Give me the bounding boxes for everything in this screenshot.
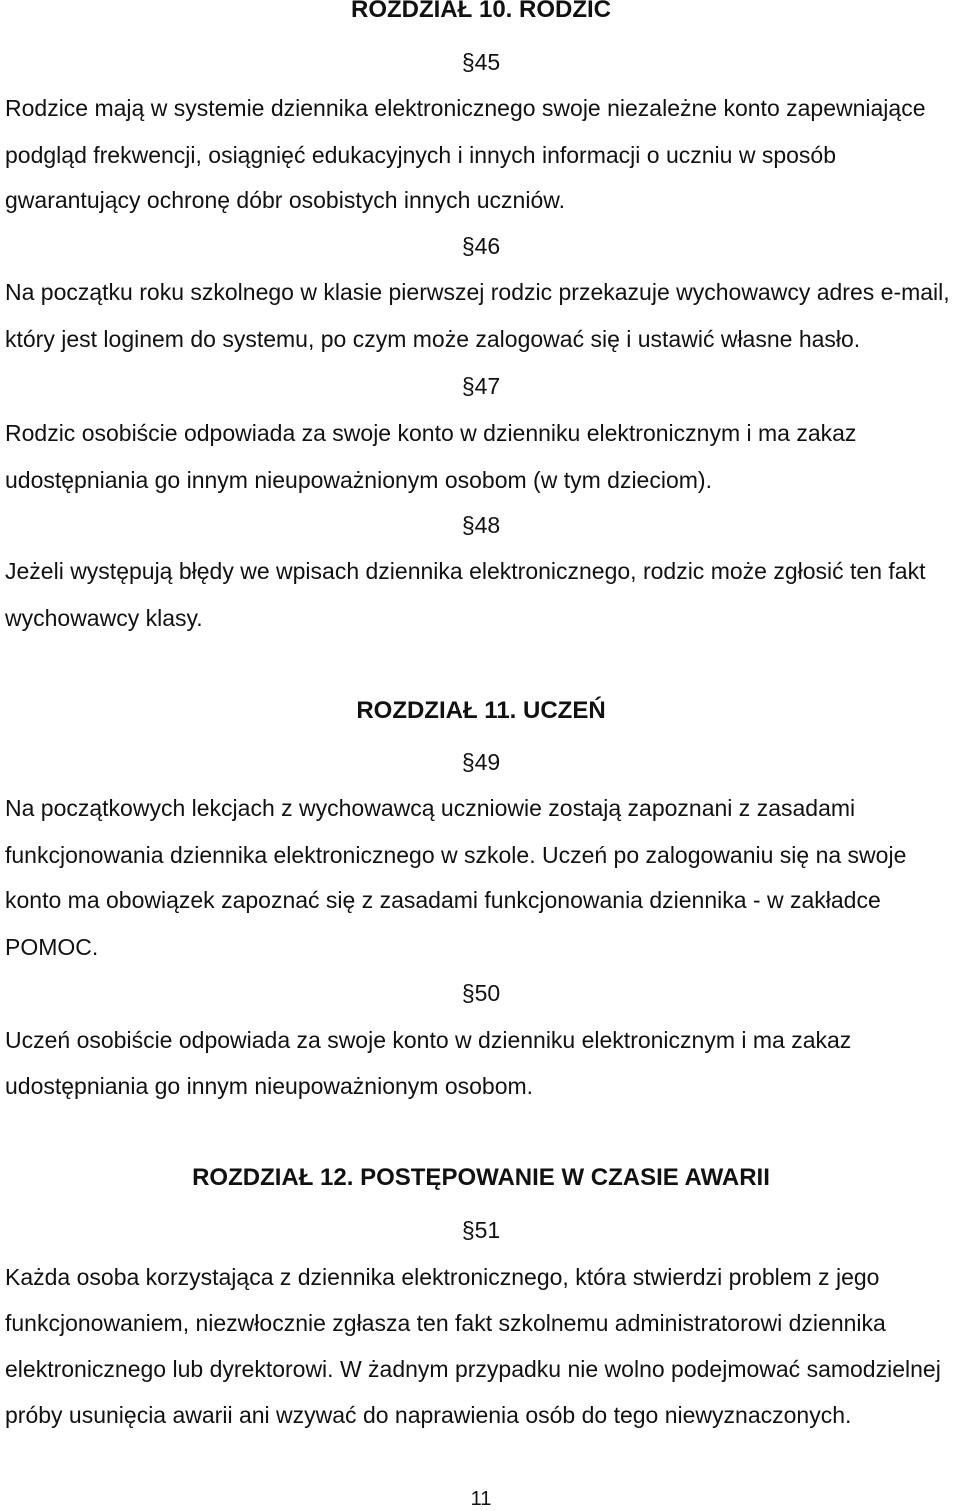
chapter-title: ROZDZIAŁ 10. RODZIC	[350, 0, 611, 23]
paragraph-line: próby usunięcia awarii ani wzywać do naprawienia osób do tego niewyznaczonych.	[5, 1402, 852, 1428]
chapter-title: ROZDZIAŁ 12. POSTĘPOWANIE W CZASIE AWARII	[192, 1164, 770, 1191]
section-number: §45	[461, 49, 501, 75]
paragraph-line: Uczeń osobiście odpowiada za swoje konto w dzienniku elektronicznym i ma zakaz	[5, 1027, 852, 1053]
paragraph-line: udostępniania go innym nieupoważnionym osobom (w tym dzieciom).	[5, 467, 712, 493]
section-number: §47	[461, 373, 501, 399]
paragraph-line: podgląd frekwencji, osiągnięć edukacyjnych i innych informacji o uczniu w sposób	[5, 142, 836, 168]
paragraph-line: Na początku roku szkolnego w klasie pierwszej rodzic przekazuje wychowawcy adres e-mail,	[5, 279, 950, 305]
page-number: 11	[470, 1488, 492, 1510]
paragraph-line: który jest loginem do systemu, po czym może zalogować się i ustawić własne hasło.	[5, 326, 861, 352]
paragraph-line: elektronicznego lub dyrektorowi. W żadnym przypadku nie wolno podejmować samodzielnej	[5, 1356, 941, 1382]
paragraph-line: Na początkowych lekcjach z wychowawcą uczniowie zostają zapoznani z zasadami	[5, 795, 856, 821]
paragraph-line: POMOC.	[5, 934, 99, 960]
paragraph-line: gwarantujący ochronę dóbr osobistych innych uczniów.	[5, 187, 565, 213]
section-number: §46	[461, 233, 501, 259]
paragraph-line: Jeżeli występują błędy we wpisach dziennika elektronicznego, rodzic może zgłosić ten fakt	[5, 558, 926, 584]
paragraph-line: wychowawcy klasy.	[5, 605, 203, 631]
chapter-title: ROZDZIAŁ 11. UCZEŃ	[356, 697, 606, 724]
section-number: §48	[461, 512, 501, 538]
section-number: §49	[461, 749, 501, 775]
paragraph-line: Rodzic osobiście odpowiada za swoje konto w dzienniku elektronicznym i ma zakaz	[5, 420, 857, 446]
paragraph-line: Każda osoba korzystająca z dziennika elektronicznego, która stwierdzi problem z jego	[5, 1264, 880, 1290]
paragraph-line: udostępniania go innym nieupoważnionym osobom.	[5, 1073, 534, 1099]
section-number: §50	[461, 980, 501, 1006]
section-number: §51	[461, 1217, 501, 1243]
paragraph-line: konto ma obowiązek zapoznać się z zasadami funkcjonowania dziennika - w zakładce	[5, 887, 881, 913]
paragraph-line: Rodzice mają w systemie dziennika elektronicznego swoje niezależne konto zapewniające	[5, 95, 926, 121]
paragraph-line: funkcjonowaniem, niezwłocznie zgłasza ten fakt szkolnemu administratorowi dziennika	[5, 1310, 886, 1336]
paragraph-line: funkcjonowania dziennika elektronicznego w szkole. Uczeń po zalogowaniu się na swoje	[5, 842, 907, 868]
